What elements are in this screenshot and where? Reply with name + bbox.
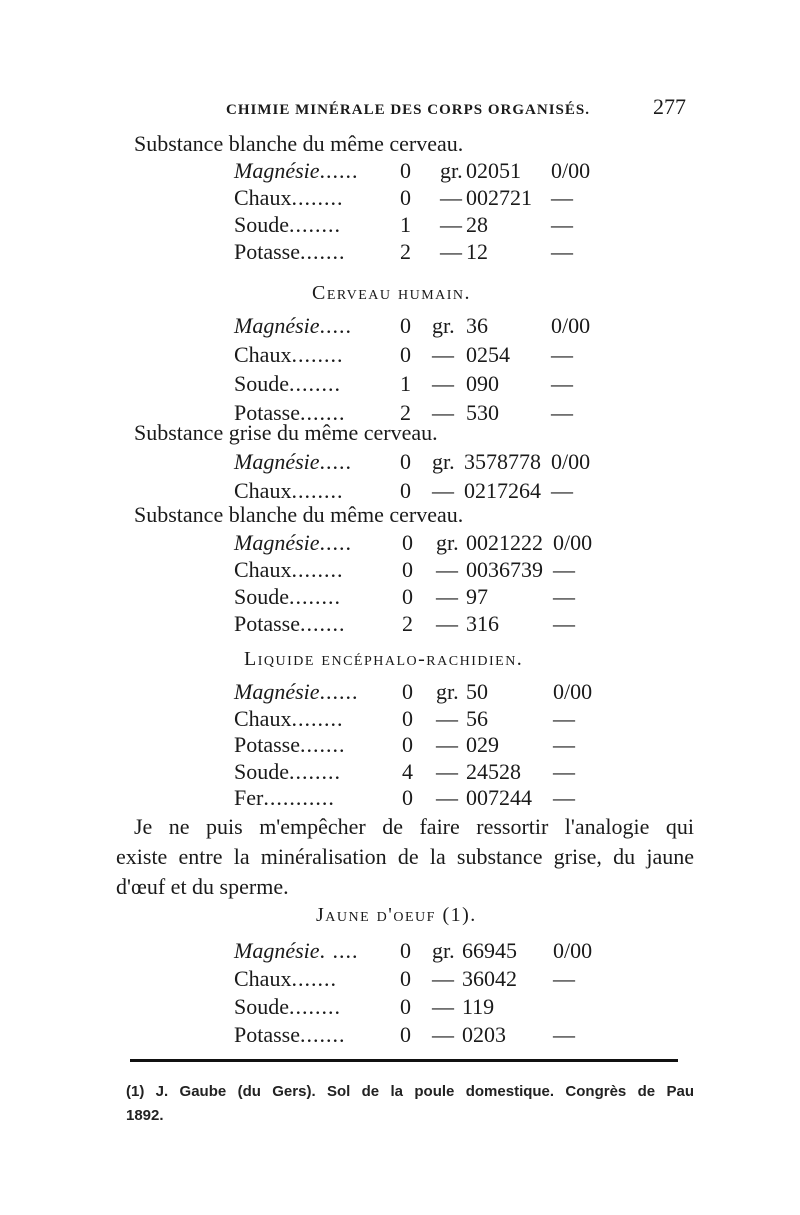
section-title-liquide: Liquide encéphalo-rachidien. (244, 648, 524, 670)
row-integer: 0 (400, 994, 411, 1019)
row-unit: 0/00 (551, 158, 591, 183)
table-row (234, 185, 594, 215)
row-label-text: Magnésie (234, 530, 320, 555)
row-integer: 1 (400, 212, 411, 237)
row-unit: — (551, 478, 573, 503)
row-integer: 2 (402, 611, 413, 636)
row-value: 36042 (462, 966, 517, 991)
row-label-text: Potasse (234, 400, 300, 425)
row-value: 007244 (466, 785, 532, 810)
leader-dots: ........ (289, 994, 341, 1019)
leader-dots: ........ (291, 478, 344, 503)
row-unit: — (553, 785, 575, 810)
row-label-text: Soude (234, 758, 289, 784)
row-unit: — (553, 611, 575, 636)
row-unit: — (553, 966, 575, 991)
row-label-text: Magnésie (234, 679, 320, 704)
row-integer: 0 (400, 185, 411, 210)
leader-dots: ...... (319, 679, 359, 704)
row-integer: 0 (400, 449, 411, 474)
row-label (234, 557, 343, 583)
row-label (234, 478, 343, 504)
leader-dots: ........ (289, 758, 341, 784)
row-separator: — (432, 1022, 454, 1047)
row-separator: — (436, 705, 458, 731)
row-label-text: Chaux (234, 342, 292, 367)
row-label (234, 1022, 346, 1048)
table-row (234, 706, 594, 736)
page-number: 277 (653, 94, 686, 119)
row-separator: — (436, 758, 458, 784)
leader-dots: ...... (319, 158, 359, 183)
row-label (234, 158, 359, 184)
row-value: 97 (466, 584, 488, 609)
row-unit: — (551, 185, 573, 210)
row-label (234, 732, 346, 758)
row-value: 02051 (466, 158, 521, 183)
row-integer: 2 (400, 400, 411, 425)
running-title: CHIMIE MINÉRALE DES CORPS ORGANISÉS. (226, 102, 590, 118)
table-row (234, 938, 594, 968)
row-unit: — (551, 371, 573, 396)
row-unit: — (553, 705, 575, 731)
row-label-text: Magnésie (234, 938, 320, 963)
row-unit: 0/00 (551, 313, 591, 338)
row-label-text: Magnésie (234, 158, 320, 183)
row-unit: 0/00 (553, 530, 593, 555)
row-unit: — (551, 239, 573, 264)
row-label (234, 313, 352, 339)
row-value: 24528 (466, 758, 521, 784)
table-row (234, 732, 594, 762)
paragraph-line-2: existe entre la minéralisation de la substance grise, du jaune (116, 844, 694, 869)
leader-dots: ....... (300, 400, 346, 425)
row-separator: gr. (432, 313, 455, 338)
table-row (234, 584, 594, 614)
row-label (234, 679, 359, 705)
body-paragraph (116, 812, 694, 902)
leader-dots: ....... (291, 966, 337, 991)
row-value: 530 (466, 400, 499, 425)
row-separator: — (432, 400, 454, 425)
row-integer: 0 (400, 342, 411, 367)
leader-dots: ........ (289, 371, 341, 396)
row-label-text: Chaux (234, 705, 292, 731)
row-integer: 0 (402, 530, 413, 555)
row-label-text: Chaux (234, 966, 292, 991)
row-unit: — (553, 732, 575, 757)
row-value: 0254 (466, 342, 510, 367)
row-label-text: Magnésie (234, 449, 320, 474)
row-value: 0036739 (466, 557, 543, 582)
row-integer: 0 (400, 1022, 411, 1047)
row-label-text: Potasse (234, 1022, 300, 1047)
footnote-line-1: (1) J. Gaube (du Gers). Sol de la poule domestique. Congrès de Pau (126, 1083, 694, 1100)
row-integer: 0 (400, 313, 411, 338)
table-row (234, 994, 594, 1024)
row-label (234, 185, 343, 211)
row-separator: gr. (432, 938, 455, 963)
row-separator: — (432, 478, 454, 503)
row-value: 0021222 (466, 530, 543, 555)
table-row (234, 313, 594, 343)
row-separator: — (436, 611, 458, 636)
row-separator: gr. (440, 158, 463, 183)
paragraph-line-3: d'œuf et du sperme. (116, 874, 289, 899)
footnote-line-2: 1892. (126, 1107, 164, 1124)
row-label-text: Soude (234, 584, 289, 609)
row-label (234, 785, 335, 811)
row-separator: — (432, 966, 454, 991)
row-value: 3578778 (464, 449, 541, 474)
table-row (234, 530, 594, 560)
table-row (234, 371, 594, 401)
row-integer: 0 (400, 966, 411, 991)
row-integer: 0 (402, 705, 413, 731)
row-unit: — (553, 1022, 575, 1047)
table-row (234, 679, 594, 709)
row-unit: — (551, 342, 573, 367)
row-unit: 0/00 (553, 938, 593, 963)
table-row (234, 759, 594, 789)
row-separator: gr. (432, 449, 455, 474)
row-label-text: Chaux (234, 557, 292, 582)
table-row (234, 611, 594, 641)
row-unit: 0/00 (553, 679, 593, 704)
intro-substance-blanche-2: Substance blanche du même cerveau. (134, 502, 464, 527)
row-label (234, 342, 343, 368)
row-value: 0203 (462, 1022, 506, 1047)
row-integer: 1 (400, 371, 411, 396)
intro-substance-grise: Substance grise du même cerveau. (134, 420, 438, 445)
row-value: 36 (466, 313, 488, 338)
table-row (234, 449, 594, 479)
row-label-text: Potasse (234, 239, 300, 264)
row-label-text: Soude (234, 994, 289, 1019)
row-label-text: Potasse (234, 732, 300, 757)
intro-substance-blanche-1: Substance blanche du même cerveau. (134, 131, 464, 156)
row-separator: — (436, 584, 458, 609)
leader-dots: ........ (289, 584, 341, 609)
row-label (234, 759, 341, 785)
row-separator: — (436, 785, 458, 810)
paragraph-line-1: Je ne puis m'empêcher de faire ressortir l'analogie qui (134, 814, 694, 839)
row-unit: — (553, 758, 575, 784)
row-label (234, 212, 341, 238)
row-label-text: Fer (234, 785, 264, 810)
row-integer: 0 (400, 938, 411, 963)
leader-dots: ........ (291, 342, 344, 367)
row-separator: — (432, 342, 454, 367)
row-value: 28 (466, 212, 488, 237)
table-row (234, 966, 594, 996)
row-value: 119 (462, 994, 495, 1019)
row-label (234, 938, 359, 964)
row-separator: — (432, 994, 454, 1019)
leader-dots: ........ (289, 212, 341, 237)
table-row (234, 158, 594, 188)
row-label (234, 706, 343, 732)
table-row (234, 557, 594, 587)
row-separator: gr. (436, 679, 459, 704)
table-row (234, 212, 594, 242)
section-title-cerveau-humain: Cerveau humain. (312, 282, 472, 304)
leader-dots: ....... (300, 611, 346, 636)
row-unit: 0/00 (551, 449, 591, 474)
table-row (234, 785, 594, 815)
leader-dots: ........... (263, 785, 335, 810)
running-header (226, 94, 686, 124)
footnote-rule (130, 1059, 678, 1062)
row-label (234, 449, 352, 475)
row-value: 12 (466, 239, 488, 264)
row-label (234, 371, 341, 397)
row-separator: gr. (436, 530, 459, 555)
row-unit: — (553, 584, 575, 609)
row-value: 50 (466, 679, 488, 704)
row-value: 56 (466, 705, 488, 731)
row-label-text: Potasse (234, 611, 300, 636)
leader-dots: ..... (319, 449, 353, 474)
footnote (126, 1080, 694, 1128)
section-title-jaune-oeuf: Jaune d'oeuf (1). (316, 904, 477, 926)
leader-dots: ..... (319, 530, 353, 555)
row-label-text: Soude (234, 371, 289, 396)
row-value: 029 (466, 732, 499, 757)
row-value: 0217264 (464, 478, 541, 503)
row-unit: — (551, 400, 573, 425)
row-separator: — (436, 732, 458, 757)
row-label-text: Soude (234, 212, 289, 237)
row-separator: — (440, 239, 462, 264)
row-label-text: Chaux (234, 185, 292, 210)
leader-dots: ....... (300, 239, 346, 264)
row-integer: 0 (402, 584, 413, 609)
row-separator: — (440, 185, 462, 210)
row-value: 316 (466, 611, 499, 636)
row-value: 002721 (466, 185, 532, 210)
row-label (234, 611, 346, 637)
leader-dots: ....... (300, 732, 346, 757)
row-integer: 0 (402, 732, 413, 757)
row-integer: 0 (400, 478, 411, 503)
row-label-text: Chaux (234, 478, 292, 503)
row-integer: 4 (402, 758, 413, 784)
leader-dots: ....... (300, 1022, 346, 1047)
row-label (234, 530, 352, 556)
row-integer: 0 (402, 557, 413, 582)
row-unit: — (553, 557, 575, 582)
table-row (234, 239, 594, 269)
table-row (234, 342, 594, 372)
row-integer: 0 (400, 158, 411, 183)
row-unit: — (551, 212, 573, 237)
row-label-text: Magnésie (234, 313, 320, 338)
leader-dots: ........ (291, 557, 344, 582)
row-label (234, 584, 341, 610)
row-value: 66945 (462, 938, 517, 963)
row-separator: — (440, 212, 462, 237)
table-row (234, 1022, 594, 1052)
row-label (234, 994, 341, 1020)
row-separator: — (436, 557, 458, 582)
row-integer: 2 (400, 239, 411, 264)
row-separator: — (432, 371, 454, 396)
leader-dots: ..... (319, 313, 353, 338)
row-value: 090 (466, 371, 499, 396)
leader-dots: . .... (319, 938, 359, 963)
leader-dots: ........ (291, 185, 344, 210)
row-label (234, 239, 346, 265)
row-label (234, 966, 337, 992)
leader-dots: ........ (291, 705, 344, 731)
row-integer: 0 (402, 679, 413, 704)
row-integer: 0 (402, 785, 413, 810)
